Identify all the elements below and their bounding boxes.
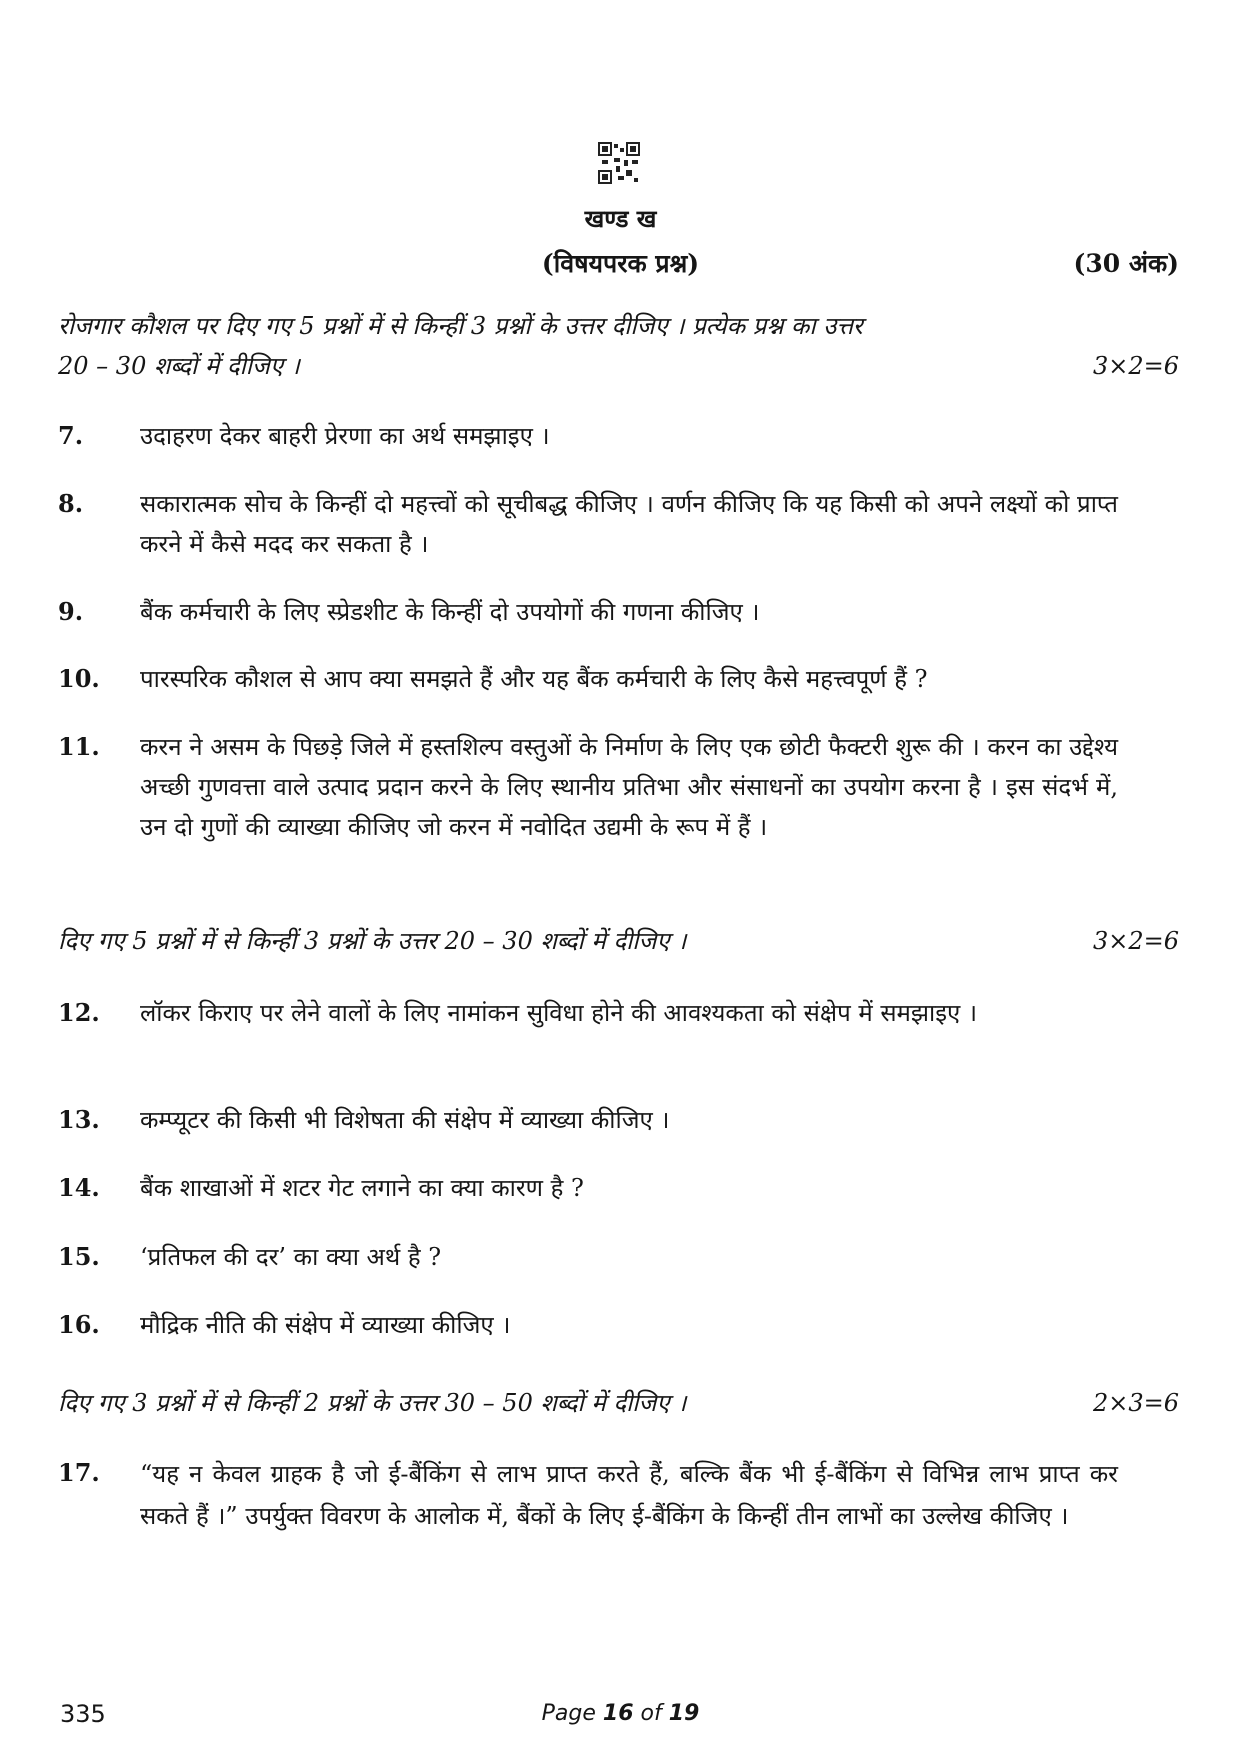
question-text: बैंक शाखाओं में शटर गेट लगाने का क्या कारण है ?	[140, 1174, 584, 1202]
question-number: 15.	[58, 1242, 100, 1271]
question-text: लॉकर किराए पर लेने वालों के लिए नामांकन सुविधा होने की आवश्यकता को संक्षेप में समझाइए ।	[140, 999, 978, 1027]
question-number: 10.	[58, 664, 100, 693]
question-text: कम्प्यूटर की किसी भी विशेषता की संक्षेप में व्याख्या कीजिए ।	[140, 1106, 670, 1134]
question-text: “यह न केवल ग्राहक है जो ई-बैंकिंग से लाभ प्राप्त करते हैं, बल्कि बैंक भी ई-बैंकिंग से विभिन्न लाभ प्राप्त कर सकते हैं ।” उपर्युक्त विवरण के आलोक में, बैंकों के लिए ई-बैंकिंग के किन्हीं तीन लाभों का उल्लेख कीजिए ।	[140, 1460, 1118, 1530]
question-number: 12.	[58, 998, 100, 1027]
question-item	[58, 592, 1118, 632]
page-prefix: Page	[541, 1701, 596, 1726]
instruction-1-line2: 20 – 30 शब्दों में दीजिए ।	[58, 352, 300, 380]
question-text: सकारात्मक सोच के किन्हीं दो महत्त्वों को सूचीबद्ध कीजिए । वर्णन कीजिए कि यह किसी को अपने लक्ष्यों को प्राप्त करने में कैसे मदद कर सकता है ।	[140, 490, 1118, 558]
page-total: 19	[668, 1701, 700, 1726]
question-text: करन ने असम के पिछड़े जिले में हस्तशिल्प वस्तुओं के निर्माण के लिए एक छोटी फैक्टरी शुरू की । करन का उद्देश्य अच्छी गुणवत्ता वाले उत्पाद प्रदान करने के लिए स्थानीय प्रतिभा और संसाधनों का उपयोग करना है । इस संदर्भ में, उन दो गुणों की व्याख्या कीजिए जो करन में नवोदित उद्यमी के रूप में हैं ।	[140, 733, 1118, 841]
page-current: 16	[602, 1701, 634, 1726]
question-item	[58, 1453, 1118, 1537]
question-number: 9.	[58, 597, 84, 626]
question-number: 11.	[58, 732, 100, 761]
question-item	[58, 727, 1118, 847]
question-item	[58, 1168, 1118, 1208]
total-marks: (30 अंक)	[1073, 249, 1179, 278]
question-text: मौद्रिक नीति की संक्षेप में व्याख्या कीजिए ।	[140, 1311, 511, 1339]
paper-code: 335	[60, 1700, 106, 1728]
instruction-3-marks: 2×3=6	[1092, 1389, 1179, 1417]
question-item	[58, 1305, 1118, 1345]
instruction-1-marks: 3×2=6	[1092, 352, 1179, 380]
question-number: 13.	[58, 1105, 100, 1134]
question-item	[58, 1237, 1118, 1277]
question-number: 8.	[58, 489, 84, 518]
question-number: 14.	[58, 1173, 100, 1202]
section-title: खण्ड ख	[584, 204, 657, 233]
qr-code-icon	[598, 142, 640, 184]
question-text: पारस्परिक कौशल से आप क्या समझते हैं और यह बैंक कर्मचारी के लिए कैसे महत्त्वपूर्ण हैं ?	[140, 665, 928, 693]
question-text: उदाहरण देकर बाहरी प्रेरणा का अर्थ समझाइए ।	[140, 422, 550, 450]
question-number: 17.	[58, 1458, 100, 1487]
question-item	[58, 1100, 1118, 1140]
question-item	[58, 416, 1118, 456]
page-of: of	[640, 1701, 662, 1726]
question-item	[58, 659, 1118, 699]
question-text: ‘प्रतिफल की दर’ का क्या अर्थ है ?	[140, 1243, 442, 1271]
question-item	[58, 484, 1118, 564]
question-number: 7.	[58, 421, 84, 450]
instruction-2-marks: 3×2=6	[1092, 927, 1179, 955]
instruction-3-line1: दिए गए 3 प्रश्नों में से किन्हीं 2 प्रश्नों के उत्तर 30 – 50 शब्दों में दीजिए ।	[58, 1389, 687, 1417]
section-subtitle: (विषयपरक प्रश्न)	[541, 249, 700, 278]
page-number	[0, 1701, 1241, 1726]
question-item	[58, 993, 1118, 1033]
instruction-1-line1: रोजगार कौशल पर दिए गए 5 प्रश्नों में से किन्हीं 3 प्रश्नों के उत्तर दीजिए । प्रत्येक प्रश्न का उत्तर	[58, 312, 863, 340]
question-number: 16.	[58, 1310, 100, 1339]
instruction-2-line1: दिए गए 5 प्रश्नों में से किन्हीं 3 प्रश्नों के उत्तर 20 – 30 शब्दों में दीजिए ।	[58, 927, 687, 955]
question-text: बैंक कर्मचारी के लिए स्प्रेडशीट के किन्हीं दो उपयोगों की गणना कीजिए ।	[140, 598, 760, 626]
